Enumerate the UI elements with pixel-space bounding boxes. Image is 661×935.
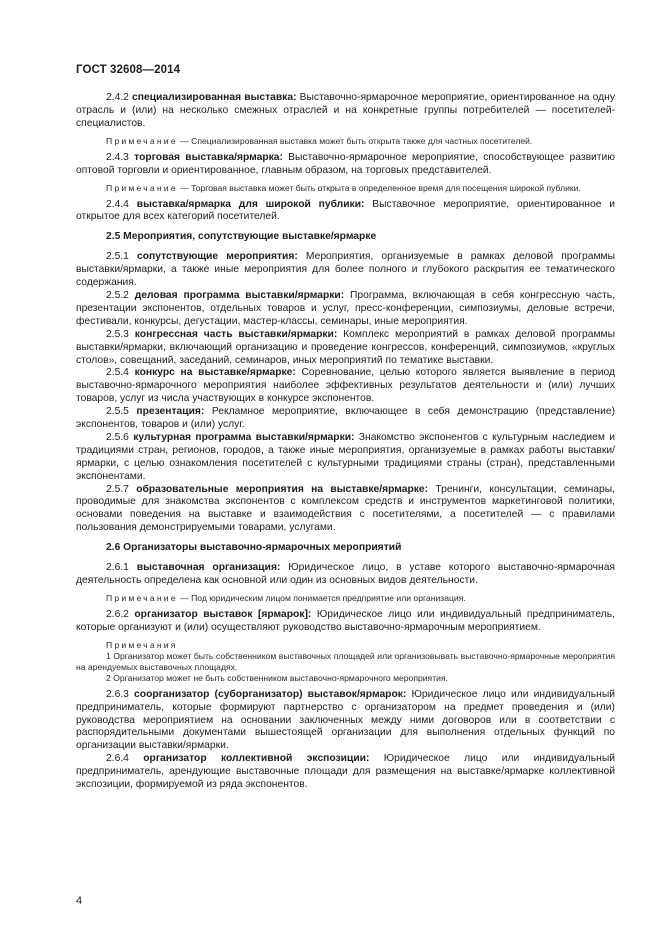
definition-2-5-7: 2.5.7 образовательные мероприятия на выставке/ярмарке: Тренинги, консультации, семинары, проводимые для знакомства экспонентов с комплексом средств и инструментов маркетинговой политики, основами поведения на выставке и взаимодействия с посетителями, а посетителей — с правилами пользования демонстрируемыми товарами, услугами. xyxy=(76,483,616,534)
definition-2-6-2: 2.6.2 организатор выставок [ярмарок]: Юридическое лицо или индивидуальный предприниматель, которые организуют и (или) осуществляют руководство выставочно-ярмарочным мероприятием. xyxy=(76,608,615,633)
term: конгрессная часть выставки/ярмарки: xyxy=(134,328,338,340)
term: выставочная организация: xyxy=(136,562,281,574)
definition-2-5-2: 2.5.2 деловая программа выставки/ярмарки: Программа, включающая в себя конгрессную часть, презентации экспонентов, отдельных товаров и услуг, пресс-конференции, симпозиумы, деловые встречи, фестивали, конкурсы, дегустации, мастер-классы, семинары, иные мероприятия. xyxy=(76,289,616,327)
definition-2-5-1: 2.5.1 сопутствующие мероприятия: Мероприятия, организуемые в рамках деловой программы выставки/ярмарки, а также иные мероприятия для более полного и глубокого раскрытия ее тематического содержания. xyxy=(76,251,616,289)
definition-2-4-4: 2.4.4 выставка/ярмарка для широкой публики: Выставочное мероприятие, ориентированное и открытое для всех категорий посетителей. xyxy=(76,198,615,223)
definition-2-6-3: 2.6.3 соорганизатор (суборганизатор) выставок/ярмарок: Юридическое лицо или индивидуальный предприниматель, которые формируют партнерство с организатором на предмет проведения и (или) руководства мероприятием на основании заключенных между ними договоров или в соответствии с распорядительными документами вышестоящей организации для выполнения отдельных функций по организации выставки/ярмарки. xyxy=(76,688,616,752)
definition-2-6-4: 2.6.4 организатор коллективной экспозиции: Юридическое лицо или индивидуальный предприниматель, арендующие выставочные площади для размещения на выставке/ярмарке коллективной экспозиции, формируемой из ряда экспонентов. xyxy=(76,753,615,791)
definition-2-4-3: 2.4.3 торговая выставка/ярмарка: Выставочно-ярмарочное мероприятие, способствующее развитию оптовой торговли и ориентированное, главным образом, на торговых представителей. xyxy=(76,151,615,176)
page-number: 4 xyxy=(76,895,83,907)
term: презентация: xyxy=(136,406,205,418)
definition-2-4-2: 2.4.2 специализированная выставка: Выставочно-ярмарочное мероприятие, ориентированное на одну отрасль и (или) на несколько смежных отраслей и на конкретные группы потребителей — посетителей-специалистов. xyxy=(76,92,615,129)
term: деловая программа выставки/ярмарки: xyxy=(134,289,345,301)
note-2-6-1: Примечание — Под юридическим лицом понимается предприятие или организация. xyxy=(106,592,466,603)
term: соорганизатор (суборганизатор) выставок/ярмарок: xyxy=(134,688,407,700)
note-2-4-3: Примечание — Торговая выставка может быть открыта в определенное время для посещения широкой публики. xyxy=(106,182,581,193)
definition-2-5-4: 2.5.4 конкурс на выставке/ярмарке: Соревнование, целью которого является выявление в период выставочно-ярмарочного мероприятия наиболее эффективных результатов деятельности и (или) лучших товаров, услуг из числа участвующих в конкурсе экспонентов. xyxy=(76,367,615,405)
term: выставка/ярмарка для широкой публики: xyxy=(136,198,365,210)
note-item: 2 Организатор может не быть собственником выставочно-ярмарочного мероприятия. xyxy=(106,672,448,683)
standard-header: ГОСТ 32608—2014 xyxy=(76,64,181,76)
definition-2-5-5: 2.5.5 презентация: Рекламное мероприятие, включающее в себя демонстрацию (представление) экспонентов, товаров и (или) услуг. xyxy=(76,406,615,431)
term: специализированная выставка: xyxy=(132,92,297,103)
note-item: 1 Организатор может быть собственником выставочных площадей или организовывать выставочно-ярмарочные мероприятия на арендуемых выставочных площадях. xyxy=(76,650,615,672)
term: культурная программа выставки/ярмарки: xyxy=(133,431,355,443)
term: организатор коллективной экспозиции: xyxy=(143,753,370,765)
definition-2-6-1: 2.6.1 выставочная организация: Юридическое лицо, в уставе которого выставочно-ярмарочная деятельность определена как основной или один из основных видов деятельности. xyxy=(76,562,616,586)
term: конкурс на выставке/ярмарке: xyxy=(134,367,296,379)
definition-2-5-3: 2.5.3 конгрессная часть выставки/ярмарки: Комплекс мероприятий в рамках деловой программы выставки/ярмарки, включающий организацию и проведение конгрессов, конференций, симпозиумов, «круглых столов», совещаний, заседаний, семинаров, иных мероприятий по тематике выставки. xyxy=(76,328,616,366)
page-content xyxy=(76,92,615,792)
term: образовательные мероприятия на выставке/ярмарке: xyxy=(136,483,429,495)
note-2-4-2: Примечание — Специализированная выставка может быть открыта также для частных посетителей. xyxy=(106,135,533,146)
section-heading-2-5: 2.5 Мероприятия, сопутствующие выставке/ярмарке xyxy=(106,231,377,243)
term: торговая выставка/ярмарка: xyxy=(134,151,283,163)
term: сопутствующие мероприятия: xyxy=(137,251,298,263)
notes-heading: Примечания xyxy=(106,639,178,650)
section-heading-2-6: 2.6 Организаторы выставочно-ярмарочных мероприятий xyxy=(106,542,402,554)
term: организатор выставок [ярмарок]: xyxy=(134,608,312,620)
definition-2-5-6: 2.5.6 культурная программа выставки/ярмарки: Знакомство экспонентов с культурным наследием и традициями стран, регионов, городов, а также иные мероприятия, организуемые в рамках работы выставки/ярмарки, с целью ознакомления посетителей с культурными традициями страны (стран), представленными экспонентами. xyxy=(76,431,615,482)
